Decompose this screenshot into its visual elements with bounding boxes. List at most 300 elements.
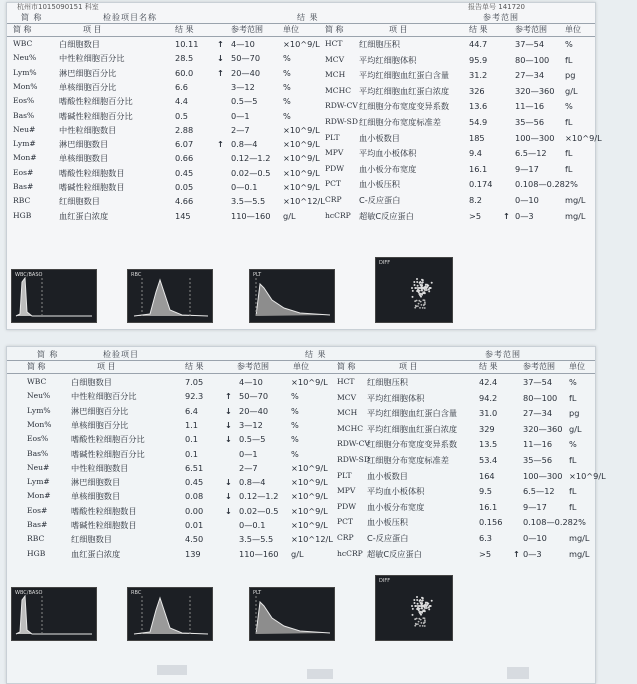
test-name: 淋巴细胞百分比 (59, 67, 117, 78)
result-row (7, 94, 307, 108)
test-result: 16.1 (479, 501, 498, 512)
sheet1-patient-info: 杭州市1015090151 科室 (17, 3, 99, 11)
test-result: 139 (185, 548, 201, 559)
result-row (7, 461, 328, 475)
result-row (325, 53, 625, 67)
test-name: 红细胞压积 (359, 39, 400, 49)
result-row (325, 177, 625, 191)
test-code: Neu# (27, 462, 50, 472)
test-result: 0.174 (469, 179, 493, 190)
test-result: 42.4 (479, 377, 498, 387)
baso-histogram (11, 587, 97, 641)
reference-range: 2—7 (231, 124, 250, 135)
test-code: Bas# (13, 182, 34, 191)
histogram-label: WBC/BASO (15, 590, 43, 596)
test-result: 4.4 (175, 96, 189, 107)
col-result: 结 果 (175, 25, 194, 34)
abnormal-flag: ↓ (225, 419, 232, 430)
result-row (337, 375, 637, 389)
test-name: 红细胞分布宽度变异系数 (367, 439, 458, 450)
test-code: Bas# (27, 520, 48, 529)
test-unit: ×10^9/L (291, 505, 328, 516)
test-code: RBC (27, 534, 45, 544)
abnormal-flag: ↓ (225, 477, 232, 488)
test-result: 95.9 (469, 54, 488, 65)
sheet1-top-line (7, 3, 595, 11)
reference-range: 100—300 (523, 470, 563, 481)
col-item: 项 目 (83, 25, 102, 34)
test-result: 2.88 (175, 124, 194, 135)
reference-range: 27—34 (515, 70, 545, 81)
test-name: 红细胞分布宽度变异系数 (359, 101, 450, 112)
test-code: Lym# (27, 477, 50, 487)
test-unit: ×10^9/L (565, 132, 602, 143)
col-ref-right: 参考范围 (515, 25, 547, 34)
col-brief: 简 称 (13, 25, 32, 34)
test-result: 7.05 (185, 377, 204, 387)
test-name: 血小板分布宽度 (367, 501, 425, 512)
test-name: 平均红细胞体积 (359, 54, 417, 65)
test-result: 326 (469, 85, 485, 96)
col-unit: 单位 (293, 362, 309, 371)
test-code: MCV (337, 392, 357, 402)
test-code: PDW (337, 501, 357, 511)
result-row (7, 375, 328, 389)
test-unit: % (569, 439, 577, 450)
histogram-label: RBC (131, 272, 142, 278)
test-name: 平均血小板体积 (367, 486, 425, 497)
test-unit: % (291, 405, 299, 416)
redaction-block (507, 667, 529, 679)
test-code: Eos% (13, 96, 35, 106)
test-result: 0.156 (479, 517, 503, 528)
test-unit: ×10^9/L (291, 377, 328, 387)
test-name: 血小板压积 (359, 179, 400, 190)
header-result: 结 果 (297, 13, 319, 22)
result-row (7, 532, 333, 546)
test-name: 白细胞数目 (59, 39, 100, 49)
test-result: 0.01 (185, 520, 204, 530)
test-name: 单核细胞百分比 (71, 419, 129, 430)
test-code: Bas% (27, 448, 49, 458)
histogram-label: PLT (253, 590, 262, 596)
test-name: 血小板分布宽度 (359, 163, 417, 174)
test-name: 单核细胞数目 (59, 153, 109, 164)
reference-range: 0—1 (231, 110, 250, 121)
reference-range: 50—70 (239, 391, 269, 402)
test-result: 60.0 (175, 67, 194, 78)
test-unit: ×10^9/L (291, 477, 328, 488)
test-code: Eos# (13, 167, 34, 177)
result-row (7, 80, 307, 94)
result-row (7, 475, 328, 489)
reference-range: 0.8—4 (231, 139, 258, 150)
test-name: 超敏C反应蛋白 (359, 210, 414, 221)
test-code: HCT (337, 377, 355, 386)
test-unit: % (283, 96, 291, 107)
reference-range: 0—10 (523, 533, 547, 543)
test-result: 6.6 (175, 81, 189, 92)
col-ref: 参考范围 (231, 25, 263, 34)
test-code: HCT (325, 39, 343, 48)
test-result: 185 (469, 132, 485, 143)
reference-range: 100—300 (515, 132, 555, 143)
test-name: 白细胞数目 (71, 377, 112, 387)
result-row (337, 391, 637, 405)
test-code: MCHC (325, 85, 352, 95)
test-code: Bas% (13, 110, 35, 120)
reference-range: 35—56 (523, 455, 553, 465)
test-result: 0.45 (175, 167, 194, 178)
test-unit: mg/L (569, 548, 590, 559)
test-name: 嗜酸性粒细胞百分比 (59, 96, 133, 107)
reference-range: 6.5—12 (515, 148, 547, 159)
test-result: >5 (479, 548, 492, 559)
test-result: 92.3 (185, 391, 204, 402)
header-ref: 参考范围 (483, 13, 519, 22)
reference-range: 27—34 (523, 408, 553, 419)
col-item-right: 项 目 (389, 25, 408, 34)
header-brief: 简 称 (21, 13, 43, 22)
test-name: 嗜酸性粒细胞百分比 (71, 434, 145, 445)
test-unit: fL (565, 163, 573, 174)
test-result: 0.05 (175, 182, 194, 192)
reference-range: 9—17 (515, 163, 539, 174)
test-code: Neu# (13, 124, 36, 134)
test-name: 淋巴细胞数目 (71, 477, 121, 488)
test-result: 0.08 (185, 491, 204, 502)
test-name: C-反应蛋白 (359, 195, 401, 205)
abnormal-flag: ↑ (217, 39, 224, 49)
col-unit-right: 单位 (569, 362, 585, 371)
test-code: PDW (325, 163, 345, 173)
test-code: Mon% (27, 419, 52, 429)
result-row (7, 151, 320, 165)
result-row (337, 531, 637, 545)
test-result: 4.66 (175, 196, 194, 207)
reference-range: 80—100 (523, 392, 558, 403)
test-result: 4.50 (185, 534, 204, 545)
abnormal-flag: ↑ (217, 139, 224, 150)
reference-range: 110—160 (231, 210, 271, 221)
test-code: MCHC (337, 423, 364, 433)
header-brief: 简 称 (37, 350, 59, 359)
test-name: 平均红细胞体积 (367, 392, 425, 403)
col-brief-right: 简 称 (325, 25, 344, 34)
test-code: RDW-SD (325, 117, 358, 126)
test-code: Eos# (27, 505, 48, 515)
diff-histogram (375, 257, 453, 323)
test-unit: mg/L (565, 195, 586, 205)
result-row (325, 131, 625, 145)
test-unit: ×10^9/L (283, 182, 320, 192)
result-row (7, 66, 307, 80)
test-unit: fL (569, 392, 577, 403)
test-unit: % (291, 434, 299, 445)
test-result: 145 (175, 210, 191, 221)
test-code: Mon# (27, 491, 51, 501)
test-name: 红细胞数目 (59, 196, 100, 207)
result-row (7, 518, 328, 532)
test-result: 9.5 (479, 486, 493, 497)
result-row (7, 51, 307, 65)
test-unit: pg (565, 70, 576, 81)
reference-range: 4—10 (239, 377, 263, 387)
test-code: Lym% (13, 67, 37, 77)
test-code: RDW-CV (337, 439, 370, 449)
result-row (325, 115, 625, 129)
test-result: >5 (469, 210, 482, 221)
test-unit: ×10^12/L (291, 534, 333, 545)
plt-histogram (249, 587, 335, 641)
diff-histogram (375, 575, 453, 641)
test-unit: % (283, 110, 291, 121)
result-row (325, 209, 625, 223)
result-row (325, 193, 625, 207)
reference-range: 0—3 (515, 210, 534, 221)
histogram-label: DIFF (379, 260, 391, 266)
col-unit-right: 单位 (565, 25, 581, 34)
header-result: 结 果 (305, 350, 327, 359)
test-name: 平均红细胞血红蛋白含量 (367, 408, 458, 419)
test-name: 单核细胞百分比 (59, 81, 117, 92)
reference-range: 37—54 (523, 377, 553, 387)
result-row (7, 37, 320, 51)
test-code: Lym% (27, 405, 51, 415)
reference-range: 20—40 (231, 67, 261, 78)
test-name: 血小板数目 (367, 470, 408, 481)
test-name: 血小板数目 (359, 132, 400, 143)
col-brief: 简 称 (27, 362, 46, 371)
test-result: 6.51 (185, 462, 204, 473)
test-name: 嗜酸性粒细胞数目 (59, 167, 125, 178)
result-row (7, 404, 307, 418)
test-unit: g/L (283, 210, 296, 221)
test-name: 平均红细胞血红蛋白含量 (359, 70, 450, 81)
redaction-block (157, 665, 187, 675)
test-unit: ×10^9/L (283, 139, 320, 150)
test-result: 164 (479, 470, 495, 481)
report-sheet-2 (6, 346, 606, 684)
reference-range: 0.12—1.2 (239, 491, 279, 502)
reference-range: 3.5—5.5 (239, 534, 274, 545)
result-row (7, 432, 307, 446)
result-row (337, 437, 637, 451)
result-row (7, 194, 325, 208)
test-unit: % (283, 67, 291, 78)
test-name: 中性粒细胞百分比 (71, 391, 137, 402)
test-code: HGB (13, 210, 32, 220)
test-name: 中性粒细胞百分比 (59, 53, 125, 64)
test-code: MCH (337, 408, 358, 418)
test-result: 13.6 (469, 101, 488, 112)
sheet2-column-header (7, 361, 595, 374)
col-result: 结 果 (185, 362, 204, 371)
test-result: 16.1 (469, 163, 488, 174)
test-name: 中性粒细胞数目 (71, 462, 129, 473)
sheet2-section-header (7, 349, 595, 361)
test-unit: ×10^9/L (283, 153, 320, 164)
result-row (337, 406, 637, 420)
test-result: 0.66 (175, 153, 194, 164)
reference-range: 20—40 (239, 405, 269, 416)
result-row (337, 469, 637, 483)
test-result: 8.2 (469, 195, 483, 205)
reference-range: 80—100 (515, 54, 550, 65)
test-unit: fL (565, 54, 573, 65)
test-code: WBC (13, 39, 33, 48)
reference-range: 0—0.1 (231, 182, 258, 192)
abnormal-flag: ↑ (225, 391, 232, 402)
result-row (337, 515, 637, 529)
test-code: Neu% (13, 53, 37, 63)
test-unit: % (283, 53, 291, 64)
result-row (7, 109, 307, 123)
test-name: 超敏C反应蛋白 (367, 548, 422, 559)
test-code: PLT (325, 132, 340, 142)
result-row (7, 180, 320, 194)
test-name: 平均红细胞血红蛋白浓度 (359, 85, 450, 96)
plt-histogram (249, 269, 335, 323)
test-unit: mg/L (569, 533, 590, 543)
reference-range: 11—16 (523, 439, 553, 450)
test-code: MPV (325, 148, 344, 158)
reference-range: 3.5—5.5 (231, 196, 266, 207)
test-name: 平均血小板体积 (359, 148, 417, 159)
reference-range: 0—10 (515, 195, 539, 205)
test-unit: ×10^9/L (291, 520, 328, 530)
abnormal-flag: ↓ (225, 434, 232, 445)
reference-range: 6.5—12 (523, 486, 555, 497)
test-unit: ×10^9/L (283, 167, 320, 178)
test-unit: g/L (291, 548, 304, 559)
result-row (337, 453, 637, 467)
test-code: MCH (325, 70, 346, 80)
test-unit: % (565, 101, 573, 112)
reference-range: 2—7 (239, 462, 258, 473)
histogram-label: PLT (253, 272, 262, 278)
col-brief-right: 简 称 (337, 362, 356, 371)
test-code: PCT (337, 517, 353, 527)
test-unit: ×10^9/L (569, 470, 606, 481)
reference-range: 0—0.1 (239, 520, 266, 530)
test-result: 44.7 (469, 39, 488, 49)
test-result: 0.00 (185, 505, 204, 516)
result-row (337, 422, 637, 436)
result-row (7, 137, 320, 151)
reference-range: 3—12 (239, 419, 263, 430)
reference-range: 0.108—0.282% (523, 517, 586, 528)
col-unit: 单位 (283, 25, 299, 34)
test-code: WBC (27, 377, 47, 386)
test-unit: ×10^9/L (283, 39, 320, 49)
test-name: 嗜碱性粒细胞百分比 (59, 110, 133, 121)
test-result: 6.4 (185, 405, 199, 416)
test-name: 中性粒细胞数目 (59, 124, 117, 135)
rbc-histogram (127, 587, 213, 641)
result-row (337, 484, 637, 498)
reference-range: 0.5—5 (231, 96, 258, 107)
test-unit: % (565, 39, 573, 49)
test-unit: ×10^9/L (291, 462, 328, 473)
reference-range: 0.8—4 (239, 477, 266, 488)
test-code: PCT (325, 179, 341, 189)
test-unit: fL (569, 486, 577, 497)
test-result: 0.1 (185, 434, 199, 445)
reference-range: 110—160 (239, 548, 279, 559)
reference-range: 9—17 (523, 501, 547, 512)
test-code: MPV (337, 486, 356, 496)
reference-range: 4—10 (231, 39, 255, 49)
reference-range: 11—16 (515, 101, 545, 112)
test-name: 淋巴细胞百分比 (71, 405, 129, 416)
test-unit: g/L (565, 85, 578, 96)
abnormal-flag: ↓ (225, 405, 232, 416)
test-result: 53.4 (479, 455, 498, 465)
test-code: CRP (325, 195, 342, 204)
result-row (7, 418, 307, 432)
test-unit: % (291, 419, 299, 430)
test-result: 28.5 (175, 53, 194, 64)
test-unit: % (291, 448, 299, 459)
test-code: Lym# (13, 139, 36, 149)
test-unit: mg/L (565, 210, 586, 221)
test-code: Mon% (13, 81, 38, 91)
result-row (325, 162, 625, 176)
histogram-label: WBC/BASO (15, 272, 43, 278)
test-code: HGB (27, 548, 46, 558)
reference-range: 0.5—5 (239, 434, 266, 445)
abnormal-flag: ↑ (217, 67, 224, 78)
result-row (337, 500, 637, 514)
test-result: 31.2 (469, 70, 488, 81)
test-result: 94.2 (479, 392, 498, 403)
test-unit: ×10^12/L (283, 196, 325, 207)
test-code: Mon# (13, 153, 37, 163)
test-result: 329 (479, 423, 495, 434)
test-name: 嗜酸性粒细胞数目 (71, 505, 137, 516)
abnormal-flag: ↓ (217, 53, 224, 64)
test-result: 6.07 (175, 139, 194, 150)
test-result: 9.4 (469, 148, 483, 159)
test-code: RDW-CV (325, 101, 358, 111)
sheet1-column-header (7, 24, 595, 37)
col-result-right: 结 果 (479, 362, 498, 371)
test-unit: fL (565, 148, 573, 159)
col-item-right: 项 目 (399, 362, 418, 371)
result-row (325, 99, 625, 113)
test-unit: % (283, 81, 291, 92)
sheet1-report-number: 报告单号 141720 (468, 3, 525, 11)
test-code: hcCRP (325, 210, 351, 220)
col-item: 项 目 (97, 362, 116, 371)
test-unit: fL (569, 501, 577, 512)
test-result: 6.3 (479, 533, 493, 543)
test-name: C-反应蛋白 (367, 533, 409, 543)
test-code: RBC (13, 196, 31, 206)
abnormal-flag: ↑ (503, 210, 510, 221)
result-row (7, 547, 307, 561)
test-result: 13.5 (479, 439, 498, 450)
test-name: 嗜碱性粒细胞数目 (71, 520, 137, 530)
test-result: 1.1 (185, 419, 199, 430)
result-row (7, 389, 307, 403)
result-row (7, 123, 320, 137)
col-result-right: 结 果 (469, 25, 488, 34)
test-result: 31.0 (479, 408, 498, 419)
reference-range: 0.108—0.282% (515, 179, 578, 190)
test-unit: ×10^9/L (283, 124, 320, 135)
